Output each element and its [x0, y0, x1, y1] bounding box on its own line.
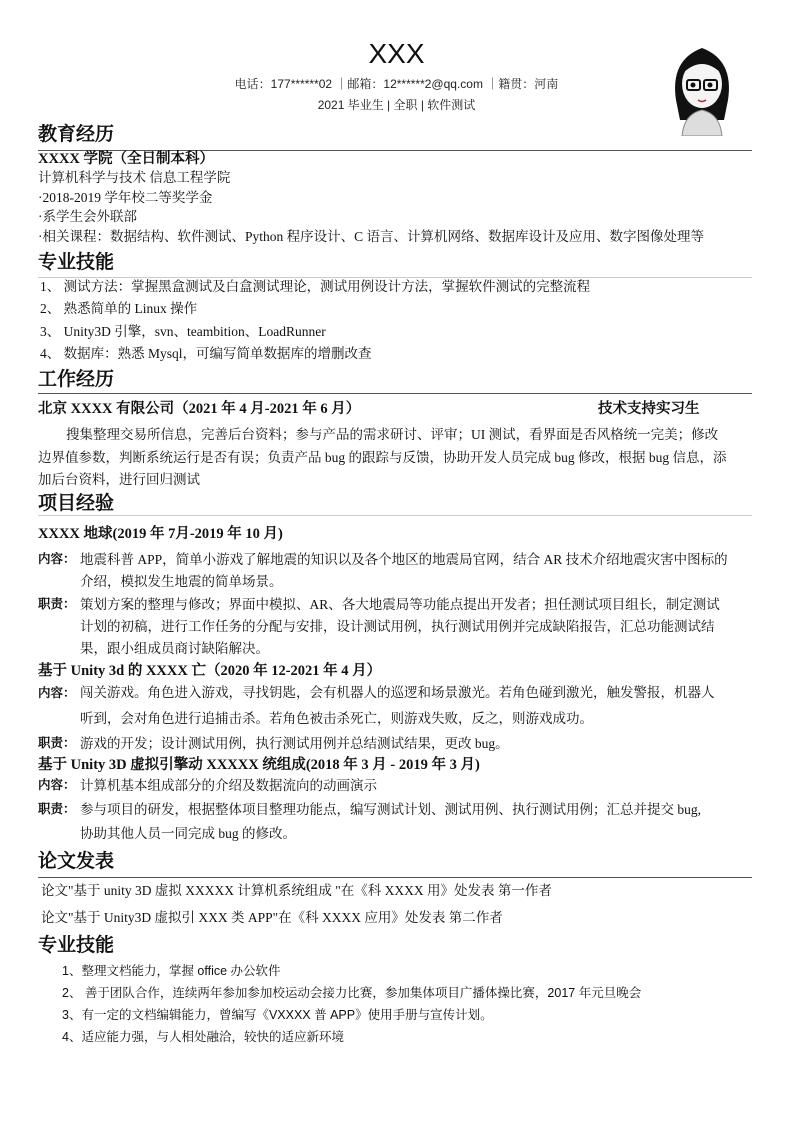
project-duty: 策划方案的整理与修改；界面中模拟、AR、各大地震局等功能点提出开发者；担任测试项目组长，制定测试 [80, 597, 720, 612]
candidate-name: XXX [368, 38, 425, 69]
school-name: XXXX 学院（全日制本科） [38, 151, 215, 167]
divider [38, 877, 752, 878]
skill-item: 4、适应能力强，与人相处融洽，较快的适应新环境 [62, 1030, 344, 1044]
status-line: 2021 毕业生 | 全职 | 软件测试 [317, 98, 476, 112]
company-name: 北京 XXXX 有限公司（2021 年 4 月-2021 年 6 月） [38, 401, 361, 417]
duty-label: 职责： [38, 597, 76, 611]
paper-item: 论文"基于 unity 3D 虚拟 XXXXX 计算机系统组成 "在《科 XXXX 用》处发表 第一作者 [41, 883, 552, 898]
education-item: ·相关课程：数据结构、软件测试、Python 程序设计、C 语言、计算机网络、数据库设计及应用、数字图像处理等 [38, 229, 705, 244]
contact-info: 电话：177******02 ｜邮箱：12******2@qq.com ｜籍贯：河南 [234, 77, 559, 91]
divider [38, 515, 752, 516]
duty-label: 职责： [38, 802, 76, 816]
section-title-skills-2: 专业技能 [38, 935, 115, 956]
duty-label: 职责： [38, 736, 76, 750]
work-desc: 搜集整理交易所信息，完善后台资料；参与产品的需求研讨、评审；UI 测试，看界面是否风格统一完美；修改 [66, 427, 719, 442]
divider [38, 393, 752, 394]
project-content: 闯关游戏。角色进入游戏，寻找钥匙，会有机器人的巡逻和场景激光。若角色碰到激光，触发警报，机器人 [80, 685, 715, 700]
paper-item: 论文"基于 Unity3D 虚拟引 XXX 类 APP"在《科 XXXX 应用》处发表 第二作者 [41, 910, 503, 925]
project-content: 计算机基本组成部分的介绍及数据流向的动画演示 [80, 778, 377, 793]
section-title-projects: 项目经验 [38, 493, 115, 514]
section-title-education: 教育经历 [38, 124, 115, 145]
content-label: 内容： [38, 686, 76, 700]
skill-item: 3、 Unity3D 引擎，svn、teambition、LoadRunner [40, 324, 326, 339]
education-item: ·系学生会外联部 [38, 209, 137, 224]
avatar [662, 40, 742, 136]
work-desc: 边界值参数，判断系统运行是否有误；负责产品 bug 的跟踪与反馈，协助开发人员完成 bug 修改，根据 bug 信息，添 [38, 450, 727, 465]
skill-item: 4、 数据库：熟悉 Mysql，可编写简单数据库的增删改查 [40, 346, 372, 361]
project-content: 介绍，模拟发生地震的简单场景。 [80, 574, 283, 589]
major: 计算机科学与技术 信息工程学院 [38, 170, 231, 185]
project-duty: 游戏的开发；设计测试用例，执行测试用例并总结测试结果，更改 bug。 [80, 736, 509, 751]
skill-item: 1、整理文档能力，掌握 office 办公软件 [62, 964, 281, 978]
project-title: 基于 Unity 3d 的 XXXX 亡（2020 年 12-2021 年 4 月） [38, 663, 382, 679]
project-title: XXXX 地球(2019 年 7月-2019 年 10 月) [38, 526, 283, 542]
education-item: ·2018-2019 学年校二等奖学金 [38, 190, 213, 205]
project-duty: 参与项目的研发，根据整体项目整理功能点，编写测试计划、测试用例、执行测试用例；汇总并提交 bug, [80, 802, 701, 817]
project-duty: 协助其他人员一同完成 bug 的修改。 [80, 826, 296, 841]
section-title-skills: 专业技能 [38, 252, 115, 273]
work-desc: 加后台资料，进行回归测试 [38, 472, 200, 487]
content-label: 内容： [38, 552, 76, 566]
job-role: 技术支持实习生 [598, 401, 700, 417]
project-content: 地震科普 APP，简单小游戏了解地震的知识以及各个地区的地震局官网，结合 AR 技术介绍地震灾害中图标的 [80, 552, 728, 567]
project-duty: 果，跟小组成员商讨缺陷解决。 [80, 641, 269, 656]
skill-item: 2、 熟悉简单的 Linux 操作 [40, 301, 198, 316]
project-duty: 计划的初稿，进行工作任务的分配与安排，设计测试用例，执行测试用例并完成缺陷报告，汇总功能测试结 [80, 619, 715, 634]
skill-item: 3、有一定的文档编辑能力，曾编写《VXXXX 普 APP》使用手册与宣传计划。 [62, 1008, 493, 1022]
section-title-work: 工作经历 [38, 369, 115, 390]
content-label: 内容： [38, 778, 76, 792]
project-content: 听到，会对角色进行追捕击杀。若角色被击杀死亡，则游戏失败，反之，则游戏成功。 [80, 711, 593, 726]
skill-item: 2、 善于团队合作，连续两年参加参加校运动会接力比赛，参加集体项目广播体操比赛，2017 年元旦晚会 [62, 986, 642, 1000]
section-title-papers: 论文发表 [38, 851, 115, 872]
skill-item: 1、 测试方法：掌握黑盒测试及白盒测试理论，测试用例设计方法，掌握软件测试的完整流程 [40, 279, 591, 294]
project-title: 基于 Unity 3D 虚拟引擎动 XXXXX 统组成(2018 年 3 月 - 2019 年 3 月) [38, 757, 480, 773]
